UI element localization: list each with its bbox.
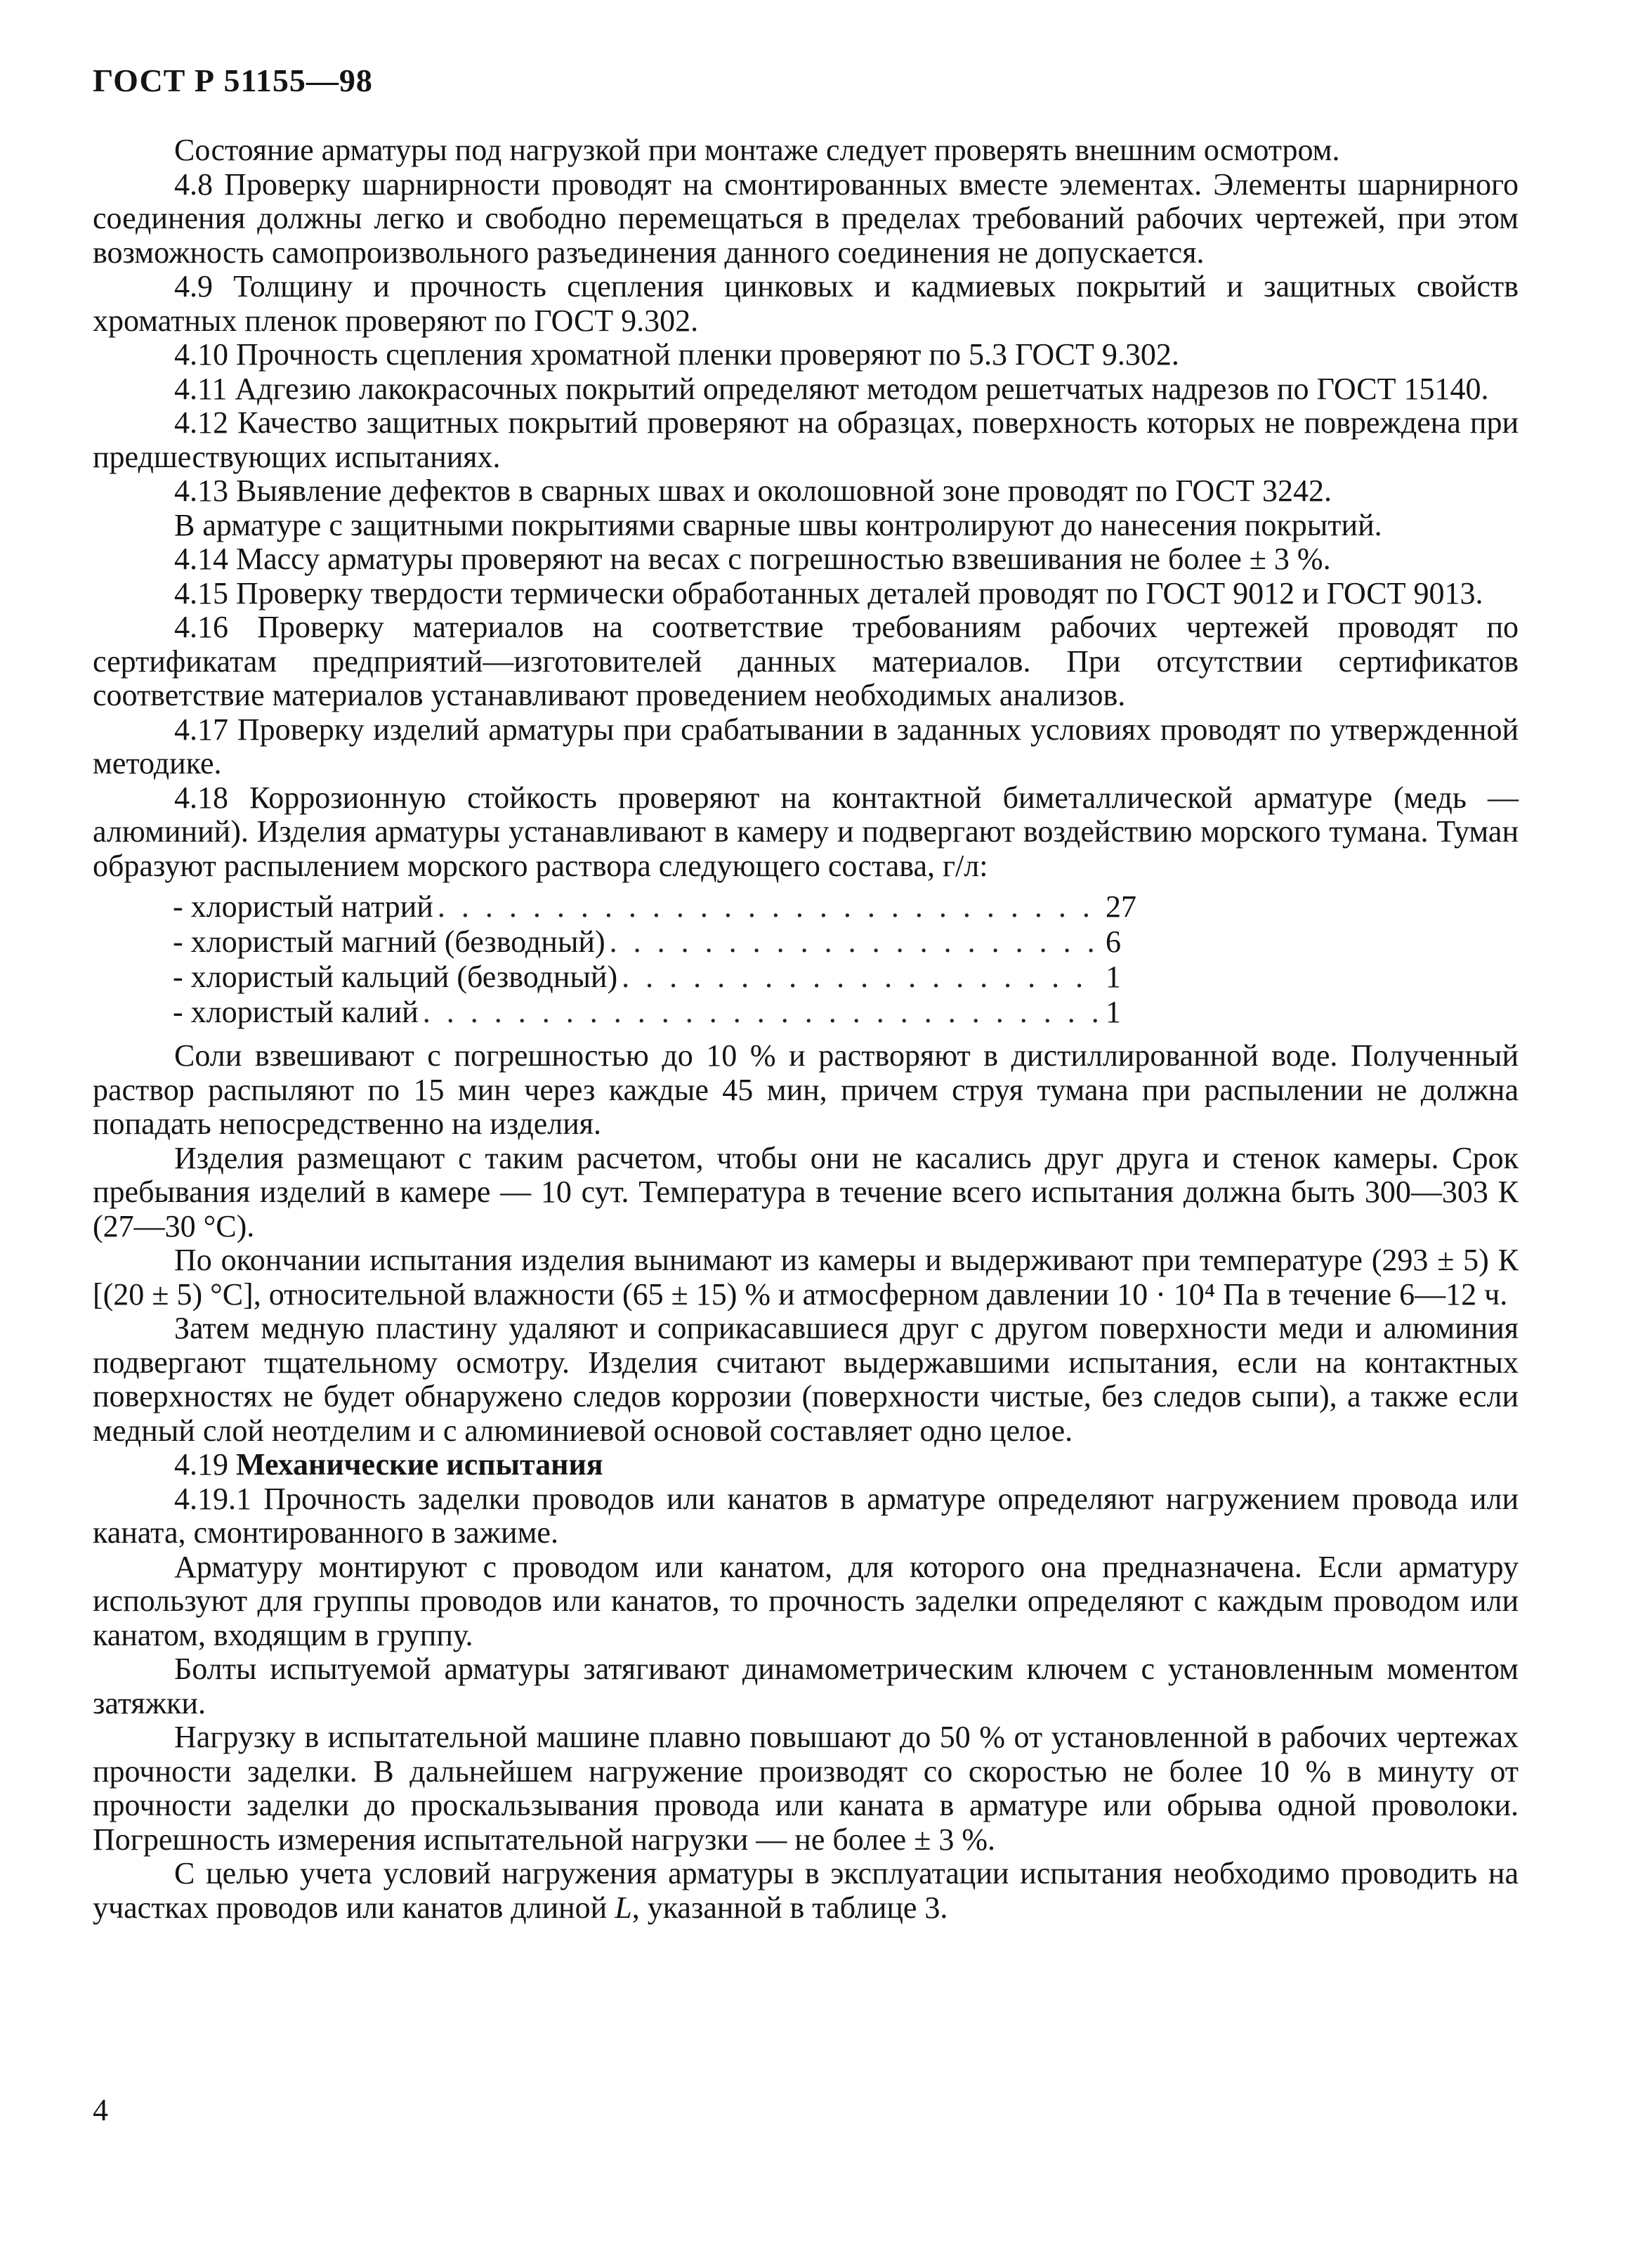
document-body <box>93 133 1519 1925</box>
list-item-label: - хлористый натрий <box>173 889 433 924</box>
paragraph-4-11: 4.11 Адгезию лакокрасочных покрытий определяют методом решетчатых надрезов по ГОСТ 15140. <box>174 371 1489 406</box>
paragraph-length-tail: , указанной в таблице 3. <box>631 1890 948 1925</box>
paragraph-after-test: По окончании испытания изделия вынимают из камеры и выдерживают при температуре (293 ± 5) К [(20 ± 5) °С], относительной влажности (65 ± 15) % и атмосферном давлении 10 · 10⁴ Па в течение 6—12 ч. <box>93 1243 1519 1312</box>
paragraph-4-16: 4.16 Проверку материалов на соответствие требованиям рабочих чертежей проводят по сертификатам предприятий—изготовителей данных материалов. При отсутствии сертификатов соответствие материалов устанавливают проведением необходимых анализов. <box>93 610 1519 712</box>
doc-header-code: ГОСТ Р 51155—98 <box>93 63 373 98</box>
section-title: Механические испытания <box>236 1447 603 1482</box>
paragraph-placement: Изделия размещают с таким расчетом, чтобы они не касались друг друга и стенок камеры. Срок пребывания изделий в камере — 10 сут. Температура в течение всего испытания должна быть 300—303 К (27—30 °С). <box>93 1140 1519 1243</box>
list-item-value: 1 <box>1106 960 1121 994</box>
list-item-label: - хлористый калий <box>173 995 419 1029</box>
paragraph-welds: В арматуре с защитными покрытиями сварные швы контролируют до нанесения покрытий. <box>174 507 1382 542</box>
paragraph-4-12: 4.12 Качество защитных покрытий проверяют на образцах, поверхность которых не повреждена при предшествующих испытаниях. <box>93 405 1519 474</box>
paragraph-length <box>93 1857 1519 1925</box>
leader-dots <box>438 890 1101 925</box>
paragraph-load: Нагрузку в испытательной машине плавно повышают до 50 % от установленной в рабочих чертежах прочности заделки. В дальнейшем нагружение производят со скоростью не более 10 % в минуту от прочности заделки до проскальзывания провода или каната в арматуре или обрыва одной проволоки. Погрешность измерения испытательной нагрузки — не более ± 3 %. <box>93 1720 1519 1857</box>
salt-composition-list <box>173 890 1142 1031</box>
paragraph-4-19-1: 4.19.1 Прочность заделки проводов или канатов в арматуре определяют нагружением провода или каната, смонтированного в зажиме. <box>93 1481 1519 1550</box>
paragraph-condition: Состояние арматуры под нагрузкой при монтаже следует проверять внешним осмотром. <box>174 133 1340 167</box>
list-item-label: - хлористый кальций (безводный) <box>173 960 618 994</box>
list-item-value: 1 <box>1106 995 1121 1029</box>
section-number: 4.19 <box>174 1447 228 1482</box>
section-heading-4-19 <box>93 1448 1519 1482</box>
paragraph-salts: Соли взвешивают с погрешностью до 10 % и растворяют в дистиллированной воде. Полученный раствор распыляют по 15 мин через каждые 45 мин, причем струя тумана при распылении не должна попадать непосредственно на изделия. <box>93 1038 1519 1141</box>
length-symbol: L <box>615 1890 632 1925</box>
paragraph-4-9: 4.9 Толщину и прочность сцепления цинковых и кадмиевых покрытий и защитных свойств хроматных пленок проверяют по ГОСТ 9.302. <box>93 269 1519 338</box>
paragraph-4-15: 4.15 Проверку твердости термически обработанных деталей проводят по ГОСТ 9012 и ГОСТ 9013. <box>174 575 1483 610</box>
list-item <box>173 925 1142 960</box>
list-item-value: 27 <box>1106 889 1136 924</box>
paragraph-length-text: С целью учета условий нагружения арматуры в эксплуатации испытания необходимо проводить на участках проводов или канатов длиной <box>93 1856 1519 1925</box>
paragraph-4-10: 4.10 Прочность сцепления хроматной пленки проверяют по 5.3 ГОСТ 9.302. <box>174 337 1179 372</box>
paragraph-bolts: Болты испытуемой арматуры затягивают динамометрическим ключем с установленным моментом затяжки. <box>93 1652 1519 1720</box>
paragraph-mounting: Арматуру монтируют с проводом или канатом, для которого она предназначена. Если арматуру используют для группы проводов или канатов, то прочность заделки определяют с каждым проводом или канатом, входящим в группу. <box>93 1549 1519 1652</box>
list-item <box>173 995 1142 1031</box>
leader-dots <box>610 925 1101 960</box>
leader-dots <box>423 995 1101 1030</box>
list-item-value: 6 <box>1106 925 1121 959</box>
leader-dots <box>622 960 1101 995</box>
paragraph-4-18: 4.18 Коррозионную стойкость проверяют на контактной биметаллической арматуре (медь — алюминий). Изделия арматуры устанавливают в камеру и подвергают воздействию морского тумана. Туман образуют распылением морского раствора следующего состава, г/л: <box>93 780 1519 883</box>
paragraph-4-13: 4.13 Выявление дефектов в сварных швах и околошовной зоне проводят по ГОСТ 3242. <box>174 473 1332 508</box>
paragraph-4-14: 4.14 Массу арматуры проверяют на весах с погрешностью взвешивания не более ± 3 %. <box>174 542 1331 576</box>
paragraph-4-8: 4.8 Проверку шарнирности проводят на смонтированных вместе элементах. Элементы шарнирного соединения должны легко и свободно перемещаться в пределах требований рабочих чертежей, при этом возможность самопроизвольного разъединения данного соединения не допускается. <box>93 166 1519 270</box>
list-item <box>173 960 1142 995</box>
paragraph-4-17: 4.17 Проверку изделий арматуры при срабатывании в заданных условиях проводят по утвержденной методике. <box>93 712 1519 780</box>
paragraph-inspection: Затем медную пластину удаляют и соприкасавшиеся друг с другом поверхности меди и алюминия подвергают тщательному осмотру. Изделия считают выдержавшими испытания, если на контактных поверхностях не будет обнаружено следов коррозии (поверхности чистые, без следов сыпи), а также если медный слой неотделим и с алюминиевой основой составляет одно целое. <box>93 1311 1519 1448</box>
list-item-label: - хлористый магний (безводный) <box>173 925 605 959</box>
page-number: 4 <box>93 2093 108 2127</box>
list-item <box>173 890 1142 925</box>
